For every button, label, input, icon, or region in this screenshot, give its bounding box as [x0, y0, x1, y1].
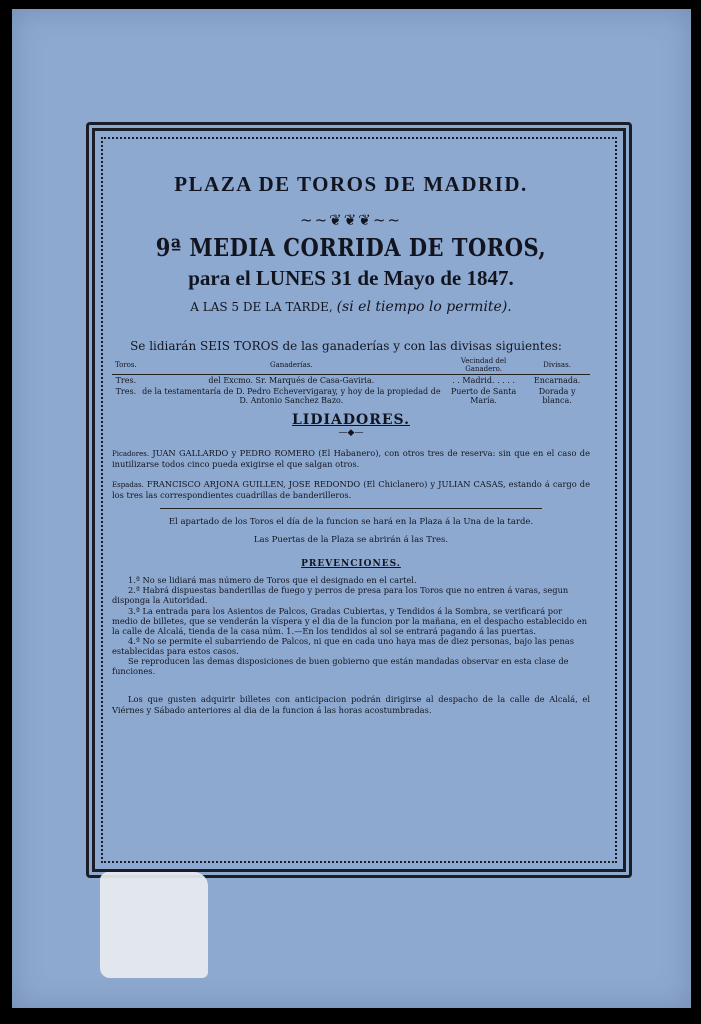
prevenciones-extra: Se reproducen las demas disposiciones de buen gobierno que están mandadas observar en esta clase de funciones. — [112, 656, 569, 677]
prevenciones-list — [112, 575, 590, 656]
event-date: para el LUNES 31 de Mayo de 1847. — [188, 266, 514, 290]
table-header: Vecindad del Ganadero. — [443, 357, 524, 375]
table-cell: de la testamentaría de D. Pedro Echevervigaray, y hoy de la propiedad de D. Antonio Sanchez Bazo. — [142, 387, 441, 405]
lidiadores-title: LIDIADORES. — [291, 412, 411, 428]
list-item: 2.ª Habrá dispuestas banderillas de fuego y perros de presa para los Toros que no entren á varas, segun disponga la Autoridad. — [112, 585, 569, 606]
small-ornament-icon: —◆— — [338, 428, 364, 438]
table-cell: . . Madrid. . . . . — [452, 376, 515, 385]
weather-note: (si el tiempo lo permite). — [336, 299, 512, 315]
paper-stain — [100, 872, 208, 978]
table-cell: Tres. — [115, 376, 137, 385]
bulls-table — [112, 357, 590, 406]
table-header: Divisas. — [524, 357, 590, 375]
ornament-divider-icon: ~~❦❦❦~~ — [300, 211, 402, 229]
table-cell: Tres. — [115, 387, 137, 396]
venue-title: PLAZA DE TOROS DE MADRID. — [174, 172, 528, 196]
prevenciones-title: PREVENCIONES. — [301, 559, 401, 570]
poster-content — [112, 150, 590, 715]
picadores-label: Picadores. — [112, 450, 150, 458]
event-time — [112, 299, 590, 315]
footer-text: Los que gusten adquirir billetes con anticipacion podrán dirigirse al despacho de la calle de Alcalá, el Viérnes y Sábado anteriores al dia de la funcion á las horas acostumbradas. — [112, 694, 590, 715]
list-item: 3.ª La entrada para los Asientos de Palcos, Gradas Cubiertas, y Tendidos á la Sombra, se verificará por medio de billetes, que se venderán la víspera y el dia de la funcion por la mañana, en el despacho establecido en la calle de Alcalá, tienda de la casa núm. 1.—En los tendidos al sol se entrará pagando á las puertas. — [112, 605, 588, 636]
table-cell: Encarnada. — [533, 376, 581, 385]
espadas-paragraph — [112, 479, 590, 500]
table-cell: Puerto de Santa María. — [450, 387, 517, 405]
apartado-text: El apartado de los Toros el día de la funcion se hará en la Plaza á la Una de la tarde. — [168, 517, 534, 528]
lead-text: Se lidiarán SEIS TOROS de las ganaderías y con las divisas siguientes: — [130, 339, 562, 353]
table-row — [112, 386, 590, 406]
picadores-paragraph — [112, 448, 590, 469]
divider-line — [160, 508, 542, 509]
list-item: 4.ª No se permite el subarriendo de Palcos, ni que en cada uno haya mas de diez personas, bajo las penas establecidas para estos casos. — [112, 635, 575, 656]
table-header: Toros. — [112, 357, 140, 375]
list-item: 1.ª No se lidiará mas número de Toros que el designado en el cartel. — [128, 575, 417, 586]
time-prefix: A LAS 5 DE LA TARDE, — [190, 300, 333, 314]
event-title: 9ª MEDIA CORRIDA DE TOROS, — [155, 233, 547, 262]
puertas-text: Las Puertas de la Plaza se abrirán á las Tres. — [253, 535, 449, 546]
table-cell: Dorada y blanca. — [538, 387, 576, 405]
table-row — [112, 375, 590, 387]
picadores-text: JUAN GALLARDO y PEDRO ROMERO (El Habanero), con otros tres de reserva: sin que en el caso de inutilizarse todos cinco pueda exigirse el que salgan otros. — [112, 448, 590, 469]
table-header: Ganaderías. — [140, 357, 443, 375]
espadas-label: Espadas. — [112, 481, 144, 490]
espadas-text: FRANCISCO ARJONA GUILLEN, JOSE REDONDO (El Chiclanero) y JULIAN CASAS, estando á cargo de los tres las correspondientes cuadrillas de banderilleros. — [112, 479, 590, 500]
table-cell: del Excmo. Sr. Marqués de Casa-Gaviria. — [208, 376, 375, 385]
